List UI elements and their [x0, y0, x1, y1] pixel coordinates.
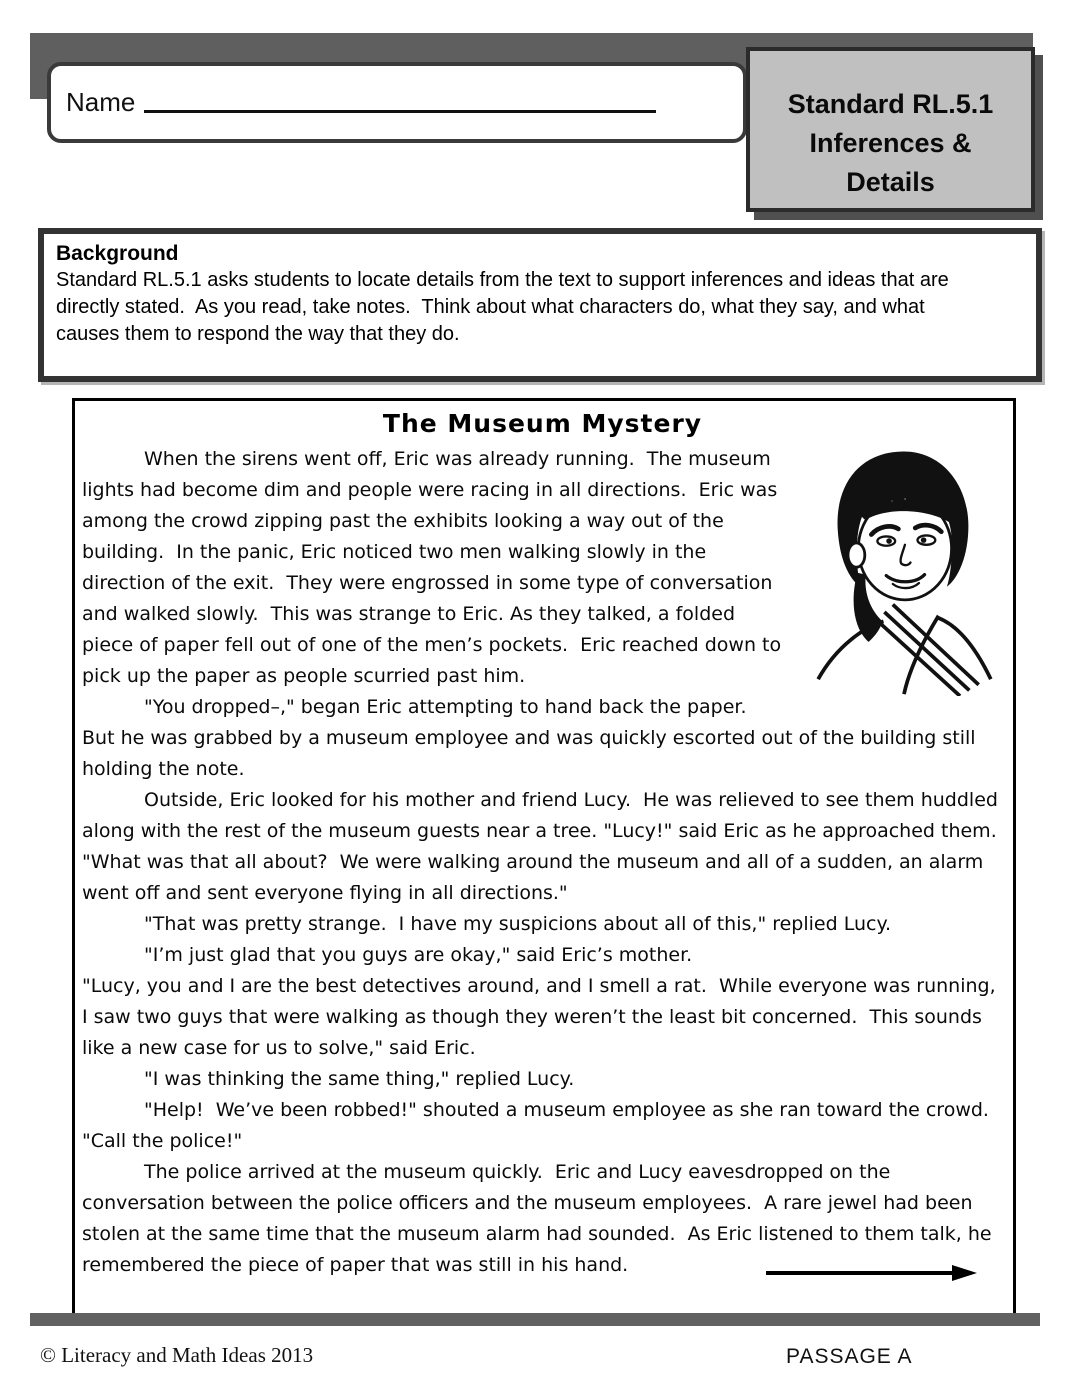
passage-box: [72, 398, 1016, 1316]
passage-paragraph: The police arrived at the museum quickly. Eric and Lucy eavesdropped on the conversation between the police officers and the museum employees. A rare jewel had been stolen at the same time that the museum alarm had sounded. As Eric listened to them talk, he remembered the piece of paper that was still in his hand.: [82, 1161, 998, 1276]
background-title: Background: [56, 242, 179, 265]
passage-paragraph: "I’m just glad that you guys are okay," said Eric’s mother.: [144, 944, 693, 966]
passage-paragraph: "I was thinking the same thing," replied Lucy.: [144, 1068, 575, 1090]
student-illustration: [805, 444, 1003, 696]
background-box: [38, 228, 1042, 382]
standard-badge-line1: Standard RL.5.1: [787, 89, 994, 119]
passage-paragraph: When the sirens went off, Eric was already running. The museum lights had become dim and people were racing in all directions. Eric was among the crowd zipping past the exhibits looking a way out of the building. In the panic, Eric noticed two men walking slowly in the direction of the exit. They were engrossed in some type of conversation and walked slowly. This was strange to Eric. As they talked, a folded piece of paper fell out of one of the men’s pockets. Eric reached down to pick up the paper as people scurried past him.: [82, 448, 788, 687]
passage-paragraph: "Lucy, you and I are the best detectives around, and I smell a rat. While everyone was running, I saw two guys that were walking as though they weren’t the least bit concerned. This sounds like a new case for us to solve," said Eric.: [82, 975, 1002, 1059]
name-label: Name: [66, 87, 136, 117]
passage-paragraph: "That was pretty strange. I have my suspicions about all of this," replied Lucy.: [144, 913, 892, 935]
background-body: Standard RL.5.1 asks students to locate details from the text to support inferences and ideas that are directly stated. As you read, take notes. Think about what characters do, what they say, and what causes them to respond the way that they do.: [56, 269, 955, 345]
standard-badge: [746, 47, 1035, 212]
name-input-line[interactable]: [144, 110, 656, 113]
standard-badge-line2: Inferences &: [809, 128, 972, 158]
passage-paragraph: "Help! We’ve been robbed!" shouted a museum employee as she ran toward the crowd. "Call the police!": [82, 1099, 996, 1152]
footer-bar: [30, 1313, 1040, 1326]
passage-paragraph: "You dropped–," began Eric attempting to hand back the paper. But he was grabbed by a museum employee and was quickly escorted out of the building still holding the note.: [82, 696, 982, 780]
passage-paragraph: Outside, Eric looked for his mother and friend Lucy. He was relieved to see them huddled along with the rest of the museum guests near a tree. "Lucy!" said Eric as he approached them. "What was that all about? We were walking around the museum and all of a sudden, an alarm went off and sent everyone flying in all directions.": [82, 789, 1009, 904]
name-box: [47, 62, 747, 143]
footer-copyright: © Literacy and Math Ideas 2013: [40, 1343, 314, 1367]
continue-arrow-icon: [764, 1263, 979, 1283]
standard-badge-line3: Details: [846, 167, 935, 197]
footer-passage-label: PASSAGE A: [786, 1345, 913, 1368]
passage-title: The Museum Mystery: [382, 409, 703, 438]
child-portrait-icon: [805, 444, 1003, 696]
